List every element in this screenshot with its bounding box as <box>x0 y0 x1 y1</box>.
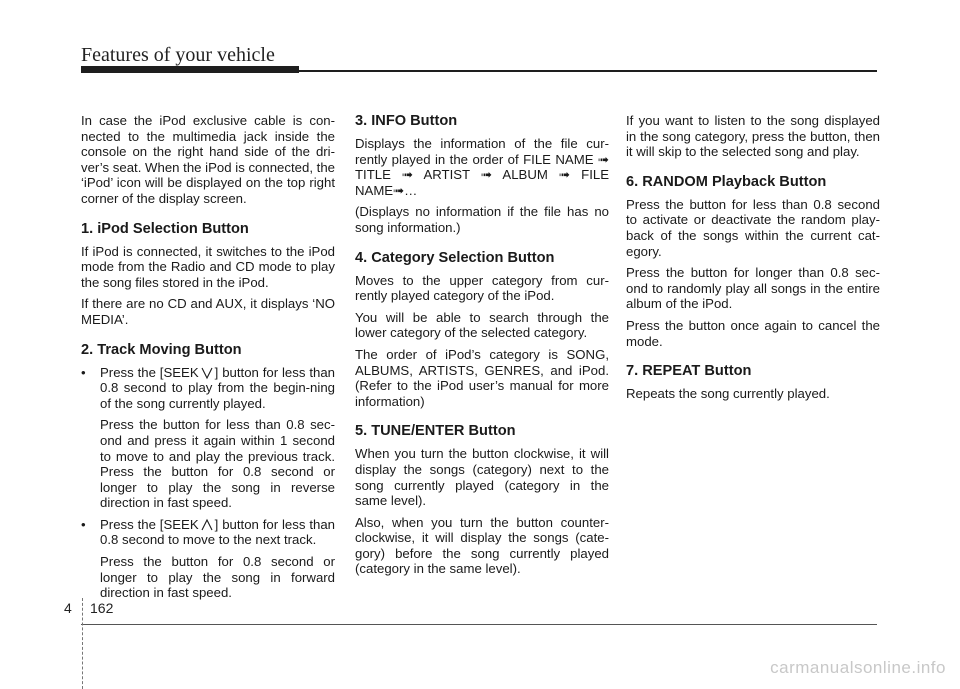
paragraph: Moves to the upper category from cur-rently played category of the iPod. <box>355 272 609 304</box>
bullet-text-post: ] button for less than 0.8 second to move to the next track. <box>100 516 336 548</box>
watermark: carmanualsonline.info <box>770 658 946 677</box>
chevron-down-icon <box>201 366 213 380</box>
paragraph: Press the button once again to cancel the mode. <box>626 317 880 349</box>
bullet-text-post: ] button for less than 0.8 second to play from the begin-ning of the song currently played. <box>100 364 336 411</box>
intro-paragraph: In case the iPod exclusive cable is con-nected to the multimedia jack inside the console on the right hand side of the dri-ver’s seat. When the iPod is connected, the ‘iPod’ icon will be displayed on the top right corner of the display screen. <box>81 113 335 206</box>
chevron-up-icon <box>201 518 213 532</box>
bullet-text-pre: Press the [SEEK <box>100 364 199 380</box>
paragraph: Press the button for longer than 0.8 sec-ond to randomly play all songs in the entire album of the iPod. <box>626 265 880 312</box>
column-left <box>81 113 335 607</box>
paragraph: Press the button for 0.8 second or longer to play the song in forward direction in fast speed. <box>100 554 335 601</box>
footer-divider <box>82 598 83 689</box>
bullet-text-pre: Press the [SEEK <box>100 516 199 532</box>
section-heading-repeat: 7. REPEAT Button <box>626 363 752 380</box>
paragraph: The order of iPod’s category is SONG, ALBUMS, ARTISTS, GENRES, and iPod. (Refer to the iPod user’s manual for more information) <box>355 346 609 409</box>
section-heading-track-moving: 2. Track Moving Button <box>81 341 242 358</box>
bullet-icon: • <box>81 516 86 532</box>
footer-rule <box>81 624 877 625</box>
header-rule-thick <box>81 66 299 73</box>
header-rule-thin <box>299 70 877 72</box>
section-heading-category-selection: 4. Category Selection Button <box>355 249 555 266</box>
section-heading-ipod-selection: 1. iPod Selection Button <box>81 220 249 237</box>
chapter-number: 4 <box>64 600 72 616</box>
column-middle <box>355 113 609 583</box>
paragraph: You will be able to search through the lower category of the selected category. <box>355 309 609 341</box>
paragraph: If you want to listen to the song displayed in the song category, press the button, then it will skip to the selected song and play. <box>626 113 880 160</box>
paragraph: Displays the information of the file cur-rently played in the order of FILE NAME ➟ TITLE ➟ ARTIST ➟ ALBUM ➟ FILE NAME➟… <box>355 136 609 198</box>
bullet-icon: • <box>81 364 86 380</box>
bullet-item <box>81 517 335 548</box>
bullet-item <box>81 365 335 412</box>
paragraph: Press the button for less than 0.8 second to activate or deactivate the random play-back of the songs within the current cat-egory. <box>626 196 880 259</box>
section-heading-info: 3. INFO Button <box>355 113 458 129</box>
page-number: 162 <box>90 600 114 616</box>
column-right <box>626 113 880 408</box>
section-heading-random-playback: 6. RANDOM Playback Button <box>626 173 827 190</box>
section-heading-tune-enter: 5. TUNE/ENTER Button <box>355 423 516 440</box>
paragraph: If iPod is connected, it switches to the iPod mode from the Radio and CD mode to play the song files stored in the iPod. <box>81 243 335 290</box>
page-title: Features of your vehicle <box>81 44 275 66</box>
paragraph: Press the button for less than 0.8 sec-ond and press it again within 1 second to move to and play the previous track. Press the button for 0.8 second or longer to play the song in reverse direction in fast speed. <box>100 417 335 511</box>
paragraph: Also, when you turn the button counter-clockwise, it will display the songs (cate-gory) before the song currently played (category in the same level). <box>355 514 609 577</box>
paragraph: (Displays no information if the file has no song information.) <box>355 204 609 235</box>
paragraph: If there are no CD and AUX, it displays ‘NO MEDIA’. <box>81 296 335 327</box>
paragraph: When you turn the button clockwise, it will display the songs (category) next to the song currently played (category in the same level). <box>355 446 609 509</box>
paragraph: Repeats the song currently played. <box>626 386 830 402</box>
